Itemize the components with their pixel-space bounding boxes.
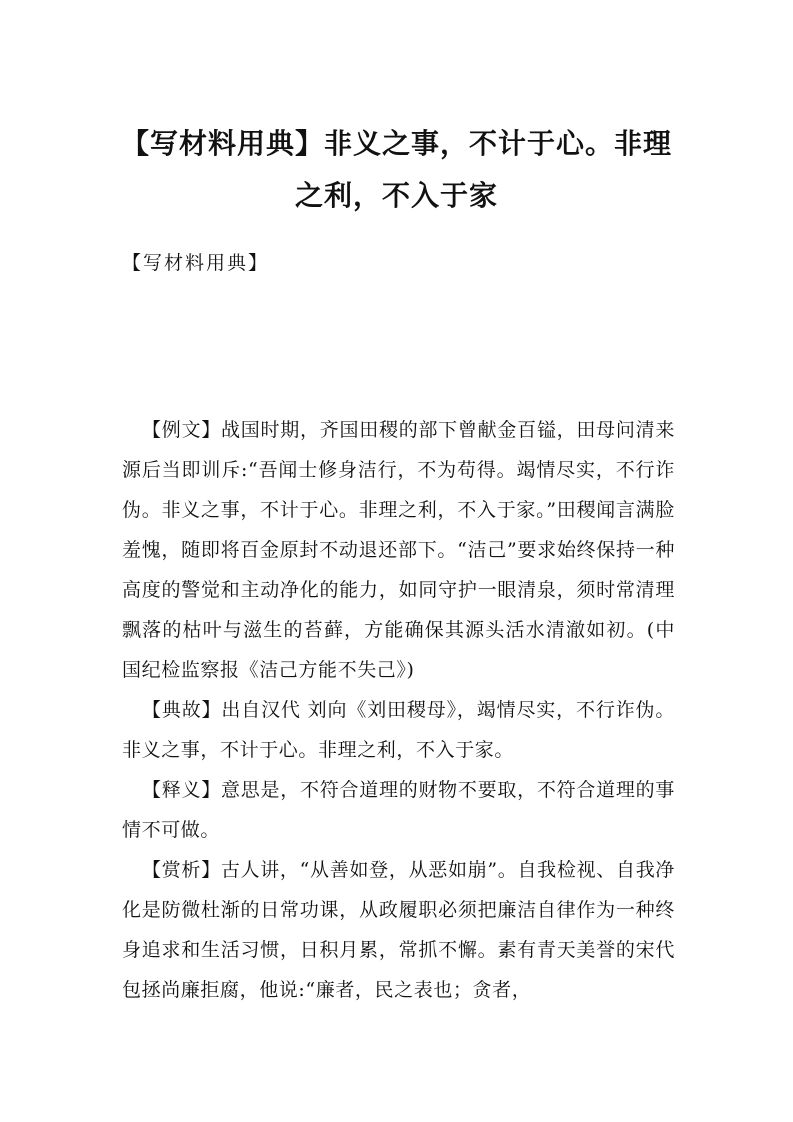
document-body bbox=[122, 410, 675, 1010]
paragraph-tag: 【典故】 bbox=[142, 699, 222, 721]
paragraph-text: 意思是，不符合道理的财物不要取，不符合道理的事情不可做。 bbox=[122, 779, 675, 841]
paragraph-meaning bbox=[122, 770, 675, 850]
paragraph-appreciation bbox=[122, 850, 675, 1010]
document-title: 【写材料用典】非义之事，不计于心。非理之利，不入于家 bbox=[120, 127, 672, 212]
paragraph-text: 战国时期，齐国田稷的部下曾献金百镒，田母问清来源后当即训斥:“吾闻士修身洁行，不为苟得。竭情尽实，不行诈伪。非义之事，不计于心。非理之利，不入于家。”田稷闻言满脸羞愧，随即将百金原封不动退还部下。“洁己”要求始终保持一种高度的警觉和主动净化的能力，如同守护一眼清泉，须时常清理飘落的枯叶与滋生的苔藓，方能确保其源头活水清澈如初。(中国纪检监察报《洁己方能不失己》) bbox=[122, 419, 675, 681]
paragraph-text: 出自汉代 刘向《刘田稷母》，竭情尽实，不行诈伪。非义之事，不计于心。非理之利，不入于家。 bbox=[122, 699, 675, 761]
paragraph-allusion bbox=[122, 690, 675, 770]
category-label: 【写材料用典】 bbox=[122, 252, 270, 274]
paragraph-tag: 【释义】 bbox=[142, 779, 221, 801]
paragraph-tag: 【赏析】 bbox=[142, 859, 221, 881]
paragraph-text: 古人讲，“从善如登，从恶如崩”。自我检视、自我净化是防微杜渐的日常功课，从政履职必须把廉洁自律作为一种终身追求和生活习惯，日积月累，常抓不懈。素有青天美誉的宋代包拯尚廉拒腐，他说:“廉者，民之表也；贪者， bbox=[122, 859, 675, 1001]
paragraph-tag: 【例文】 bbox=[142, 419, 221, 441]
paragraph-example bbox=[122, 410, 675, 690]
